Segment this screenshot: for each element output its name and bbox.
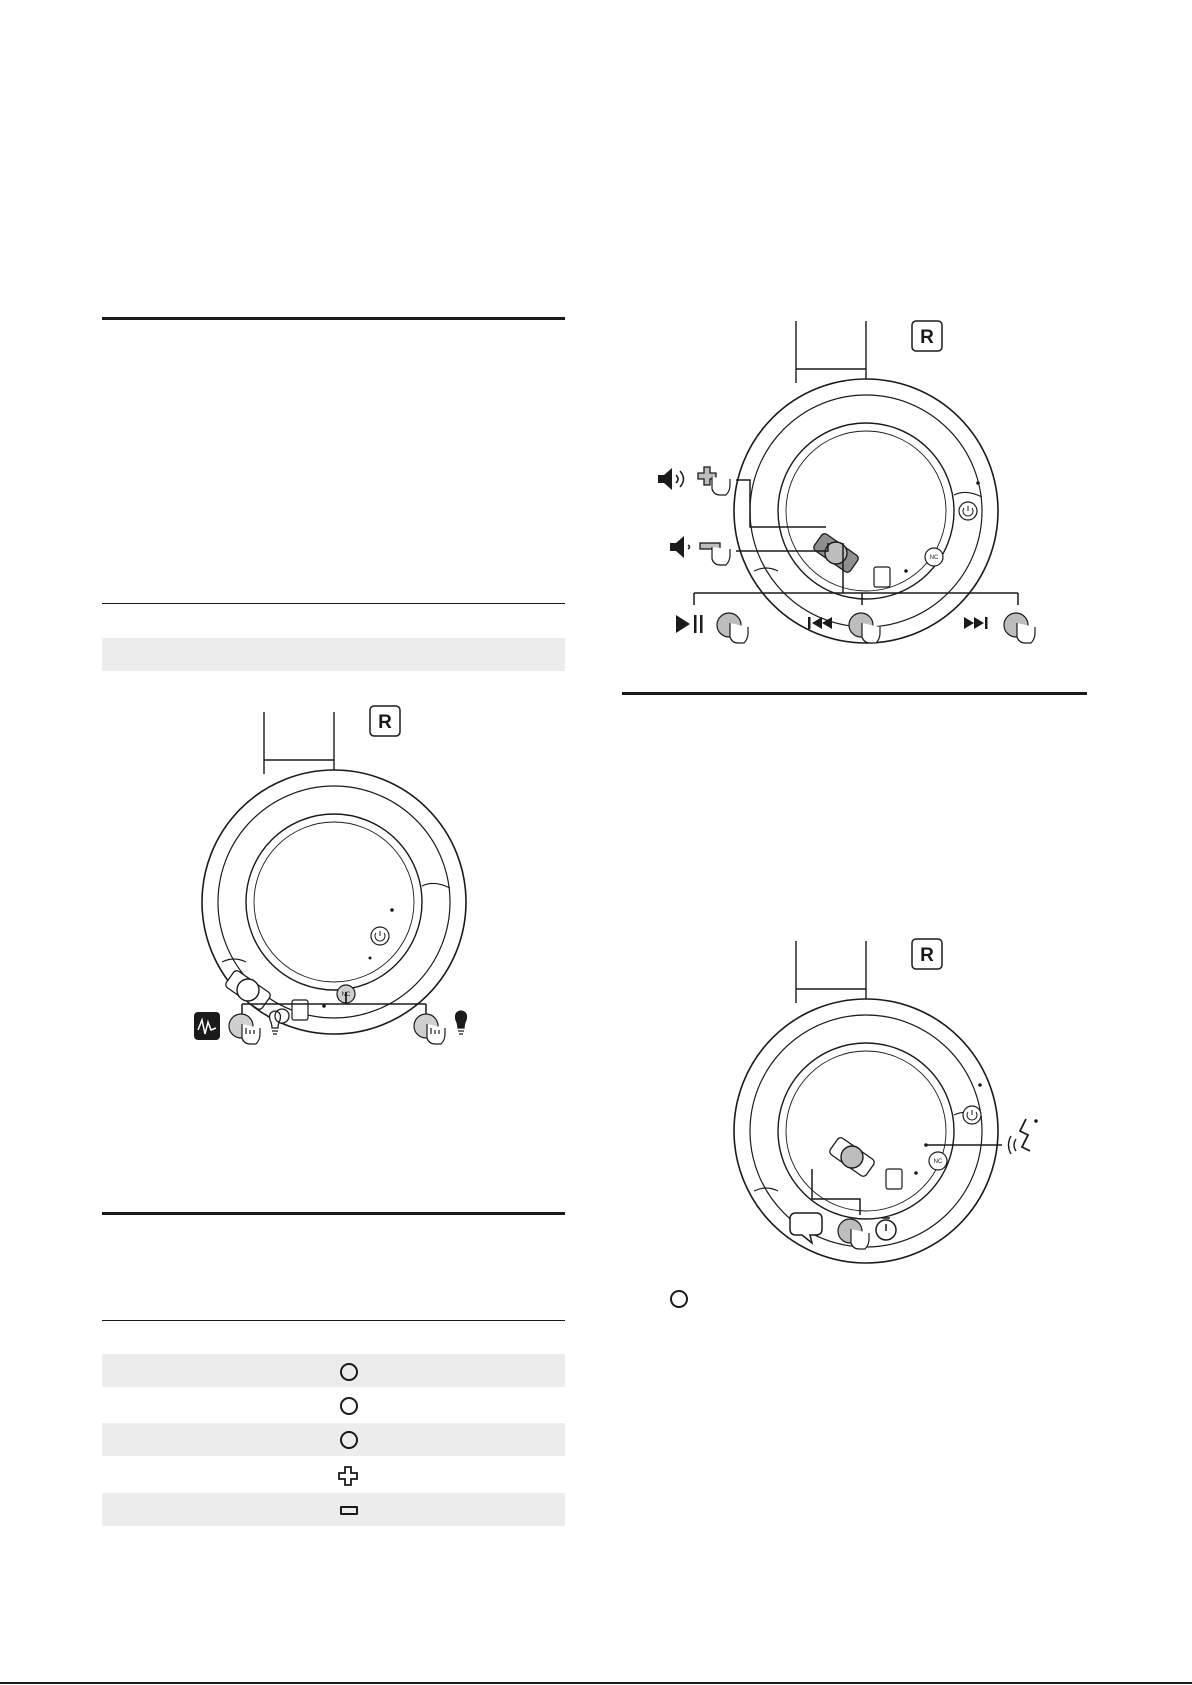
play-pause-icon	[676, 615, 703, 633]
svg-text:R: R	[378, 712, 392, 733]
table-row	[102, 638, 565, 671]
button-press-icon	[1004, 613, 1035, 643]
nc-button-label: NC	[929, 555, 939, 561]
table-header-rule	[102, 1320, 565, 1321]
voice-assistant-icon	[1009, 1119, 1038, 1154]
nc-control-figure	[180, 712, 500, 1060]
media-control-figure	[650, 315, 1070, 645]
table-header-rule	[102, 603, 565, 604]
next-track-icon	[964, 617, 988, 629]
page-bottom-border	[0, 1682, 1192, 1684]
section-divider	[102, 317, 565, 320]
right-side-badge	[912, 939, 942, 969]
circle-button-icon	[670, 1290, 688, 1308]
voice-control-figure	[740, 935, 1070, 1250]
minus-button-icon	[340, 1506, 358, 1515]
light-on-icon	[456, 1011, 467, 1034]
light-off-icon	[270, 1009, 289, 1034]
volume-up-icon	[658, 468, 684, 490]
nc-button-label: NC	[341, 992, 351, 998]
table-row	[102, 1354, 565, 1387]
plus-button-icon	[338, 1466, 358, 1486]
nc-button-label: NC	[933, 1159, 943, 1165]
volume-down-icon	[670, 536, 690, 558]
section-divider	[622, 692, 1087, 695]
plus-press-icon	[698, 467, 730, 495]
circle-button-icon	[340, 1363, 358, 1381]
circle-button-icon	[340, 1397, 358, 1415]
button-press-icon	[717, 613, 748, 643]
minus-press-icon	[700, 543, 730, 565]
right-side-badge	[370, 706, 400, 736]
right-side-badge	[912, 321, 942, 351]
button-press-icon	[229, 1014, 260, 1044]
ambient-sound-icon	[194, 1012, 220, 1040]
table-row	[102, 1423, 565, 1456]
circle-button-icon	[340, 1431, 358, 1449]
button-press-icon	[414, 1014, 445, 1044]
svg-text:R: R	[920, 327, 934, 348]
section-divider	[102, 1212, 565, 1215]
table-row	[102, 1493, 565, 1526]
svg-text:R: R	[920, 945, 934, 966]
